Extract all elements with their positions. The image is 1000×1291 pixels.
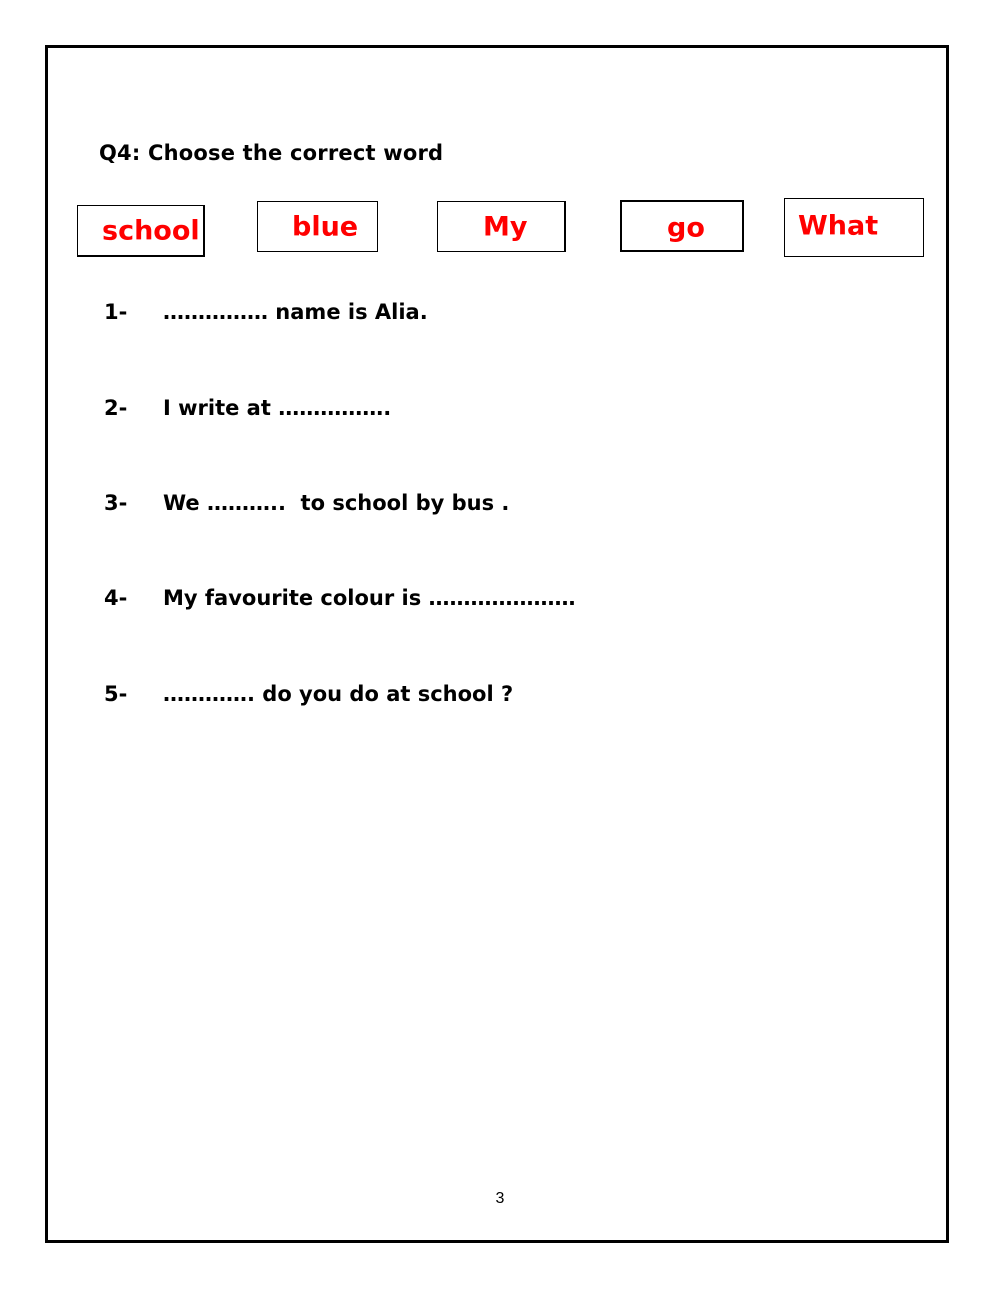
item-number: 3- [104, 491, 128, 515]
word-label: My [483, 211, 528, 242]
item-number: 2- [104, 396, 128, 420]
question-item-2 [104, 396, 391, 420]
item-text: My favourite colour is ………………… [163, 586, 576, 610]
word-label: school [102, 215, 200, 246]
question-item-1 [104, 300, 428, 324]
question-item-3 [104, 491, 509, 515]
word-box-what[interactable] [784, 198, 924, 257]
question-item-4 [104, 586, 576, 610]
item-text: …………. do you do at school ? [163, 682, 514, 706]
item-text: We ……….. to school by bus . [163, 491, 510, 515]
item-number: 1- [104, 300, 128, 324]
item-number: 4- [104, 586, 128, 610]
word-label: go [667, 212, 705, 244]
word-label: What [798, 210, 879, 242]
item-text: I write at ……………. [163, 396, 392, 420]
word-box-go[interactable] [620, 200, 744, 252]
word-box-school[interactable] [77, 205, 205, 257]
word-box-blue[interactable] [257, 201, 378, 252]
question-item-5 [104, 682, 513, 706]
item-number: 5- [104, 682, 128, 706]
question-title: Q4: Choose the correct word [99, 141, 444, 165]
item-text: …………… name is Alia. [163, 300, 428, 324]
page-number: 3 [495, 1190, 505, 1207]
word-label: blue [292, 211, 359, 242]
word-box-my[interactable] [437, 201, 566, 252]
